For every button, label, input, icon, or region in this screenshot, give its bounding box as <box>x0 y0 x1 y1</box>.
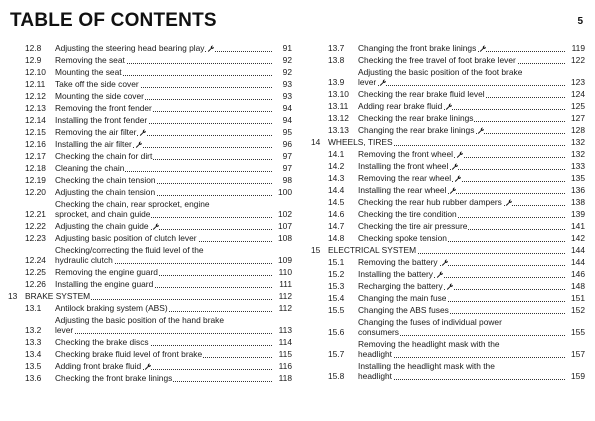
entry-number: 14.6 <box>328 209 345 219</box>
entry-page-number: 133 <box>571 161 585 171</box>
entry-label <box>55 279 272 289</box>
entry-number: 15.4 <box>328 293 345 303</box>
toc-entry[interactable] <box>8 279 292 291</box>
entry-label-text: Checking the free travel of foot brake lever <box>358 55 516 65</box>
toc-entry[interactable] <box>8 303 292 315</box>
toc-entry[interactable] <box>311 149 585 161</box>
entry-label-text: Installing the battery <box>358 269 433 279</box>
entry-label-text: Adding rear brake fluid <box>358 101 443 111</box>
entry-label-text: Installing the engine guard <box>55 279 154 289</box>
wrench-icon <box>454 175 461 182</box>
toc-entry[interactable] <box>311 185 585 197</box>
page-number: 5 <box>577 16 583 27</box>
entry-number: 13.13 <box>328 125 349 135</box>
entry-label-text: Removing the front wheel <box>358 149 453 159</box>
toc-entry[interactable] <box>311 113 585 125</box>
toc-entry[interactable] <box>311 233 585 245</box>
entry-label <box>55 163 272 173</box>
entry-label-text: Checking spoke tension <box>358 233 447 243</box>
entry-page-number: 102 <box>278 209 292 219</box>
entry-label-line1: Checking the chain, rear sprocket, engine <box>55 199 272 209</box>
entry-number: 12.23 <box>25 233 46 243</box>
entry-label <box>55 373 272 383</box>
entry-page-number: 100 <box>278 187 292 197</box>
entry-number: 12.15 <box>25 127 46 137</box>
entry-label-text: ELECTRICAL SYSTEM <box>328 245 417 255</box>
entry-page-number: 124 <box>571 89 585 99</box>
page-header <box>10 10 585 36</box>
entry-label <box>55 67 272 77</box>
entry-label-text: Cleaning the chain <box>55 163 125 173</box>
toc-entry[interactable] <box>311 305 585 317</box>
toc-right-column <box>311 43 585 383</box>
wrench-icon <box>479 45 486 52</box>
entry-label-text: Take off the side cover <box>55 79 139 89</box>
toc-entry[interactable] <box>311 281 585 293</box>
entry-label-text: Adjusting the chain tension <box>55 187 156 197</box>
entry-label <box>358 317 565 337</box>
toc-entry[interactable] <box>311 257 585 269</box>
page-title: TABLE OF CONTENTS <box>10 10 217 31</box>
entry-number: 12.8 <box>25 43 42 53</box>
entry-label <box>358 339 565 359</box>
entry-page-number: 113 <box>278 325 292 335</box>
wrench-icon <box>451 163 458 170</box>
entry-label-text: WHEELS, TIRES <box>328 137 393 147</box>
toc-entry[interactable] <box>8 43 292 55</box>
entry-label <box>55 245 272 265</box>
entry-page-number: 119 <box>571 43 585 53</box>
entry-label <box>358 89 565 99</box>
entry-label-text: Checking the rear hub rubber dampers <box>358 197 502 207</box>
entry-page-number: 96 <box>282 139 292 149</box>
entry-number: 12.16 <box>25 139 46 149</box>
wrench-icon <box>152 223 159 230</box>
entry-label-line2: headlight <box>358 371 392 381</box>
entry-number: 13.11 <box>328 101 349 111</box>
entry-label-text: Recharging the battery <box>358 281 443 291</box>
entry-label-line1: Removing the headlight mask with the <box>358 339 565 349</box>
entry-label <box>358 281 565 291</box>
entry-number: 14.5 <box>328 197 345 207</box>
toc-entry[interactable] <box>311 101 585 113</box>
toc-entry[interactable] <box>8 245 292 267</box>
entry-page-number: 109 <box>278 255 292 265</box>
entry-label-line2: lever <box>358 77 377 87</box>
entry-label <box>25 291 272 301</box>
entry-page-number: 125 <box>571 101 585 111</box>
entry-label-text: Adjusting basic position of clutch lever <box>55 233 197 243</box>
entry-label-text: Installing the front fender <box>55 115 148 125</box>
entry-number: 13.5 <box>25 361 42 371</box>
entry-number: 12.21 <box>25 209 46 219</box>
entry-label <box>55 315 272 335</box>
entry-label-text: Adding front brake fluid <box>55 361 142 371</box>
entry-page-number: 92 <box>282 55 292 65</box>
toc-entry[interactable] <box>311 125 585 137</box>
entry-label-text: Checking the rear brake fluid level <box>358 89 485 99</box>
toc-section-entry[interactable] <box>311 245 585 257</box>
toc-section-entry[interactable] <box>311 137 585 149</box>
entry-label <box>55 337 272 347</box>
entry-label-line2: headlight <box>358 349 392 359</box>
entry-number: 13.10 <box>328 89 349 99</box>
entry-number: 14.4 <box>328 185 345 195</box>
entry-number: 12.19 <box>25 175 46 185</box>
toc-entry[interactable] <box>8 127 292 139</box>
entry-label <box>358 161 565 171</box>
entry-label <box>55 79 272 89</box>
entry-number: 12.9 <box>25 55 42 65</box>
entry-number: 15.2 <box>328 269 345 279</box>
toc-entry[interactable] <box>8 361 292 373</box>
entry-number: 12.17 <box>25 151 46 161</box>
entry-page-number: 98 <box>282 175 292 185</box>
wrench-icon <box>505 199 512 206</box>
entry-label <box>55 349 272 359</box>
entry-label-text: Removing the rear wheel <box>358 173 452 183</box>
entry-page-number: 92 <box>282 67 292 77</box>
entry-label-text: Mounting the side cover <box>55 91 144 101</box>
toc-entry[interactable] <box>8 151 292 163</box>
entry-number: 12.12 <box>25 91 46 101</box>
entry-label <box>358 125 565 135</box>
toc-entry[interactable] <box>8 55 292 67</box>
entry-label <box>358 197 565 207</box>
toc-entry[interactable] <box>8 221 292 233</box>
entry-page-number: 118 <box>278 373 292 383</box>
wrench-icon <box>446 283 453 290</box>
entry-number: 14.7 <box>328 221 345 231</box>
entry-label-line1: Checking/correcting the fluid level of the <box>55 245 272 255</box>
toc-entry[interactable] <box>8 315 292 337</box>
entry-page-number: 132 <box>571 149 585 159</box>
entry-page-number: 110 <box>278 267 292 277</box>
entry-number: 12.18 <box>25 163 46 173</box>
entry-number: 15.5 <box>328 305 345 315</box>
entry-number: 13.2 <box>25 325 42 335</box>
entry-label <box>328 245 565 255</box>
entry-label-text: Adjusting the chain guide <box>55 221 149 231</box>
entry-label <box>358 101 565 111</box>
wrench-icon <box>139 129 146 136</box>
toc-entry[interactable] <box>8 373 292 385</box>
entry-label <box>55 127 272 137</box>
entry-label-text: Removing the engine guard <box>55 267 158 277</box>
entry-label <box>55 221 272 231</box>
entry-page-number: 97 <box>282 163 292 173</box>
entry-page-number: 144 <box>571 245 585 255</box>
toc-entry[interactable] <box>311 197 585 209</box>
entry-number: 14.3 <box>328 173 345 183</box>
entry-number: 13.7 <box>328 43 345 53</box>
toc-entry[interactable] <box>311 361 585 383</box>
entry-label <box>55 43 272 53</box>
entry-number: 15.6 <box>328 327 345 337</box>
entry-page-number: 127 <box>571 113 585 123</box>
entry-label-text: Checking the chain tension <box>55 175 156 185</box>
dot-leader <box>358 84 565 86</box>
entry-page-number: 136 <box>571 185 585 195</box>
entry-number: 14.1 <box>328 149 345 159</box>
entry-page-number: 94 <box>282 115 292 125</box>
toc-entry[interactable] <box>8 267 292 279</box>
wrench-icon <box>436 271 443 278</box>
wrench-icon <box>379 79 386 86</box>
wrench-icon <box>445 103 452 110</box>
entry-label-text: Installing the rear wheel <box>358 185 447 195</box>
entry-page-number: 108 <box>278 233 292 243</box>
entry-page-number: 91 <box>282 43 292 53</box>
entry-label-line1: Adjusting the basic position of the foot brake <box>358 67 565 77</box>
dot-leader <box>55 332 272 334</box>
entry-number: 14.8 <box>328 233 345 243</box>
entry-page-number: 93 <box>282 79 292 89</box>
entry-number: 15.1 <box>328 257 345 267</box>
entry-page-number: 107 <box>278 221 292 231</box>
entry-page-number: 135 <box>571 173 585 183</box>
entry-number: 12.25 <box>25 267 46 277</box>
entry-page-number: 112 <box>278 303 292 313</box>
wrench-icon <box>207 45 214 52</box>
entry-label-text: Removing the seat <box>55 55 125 65</box>
entry-label <box>55 175 272 185</box>
entry-page-number: 116 <box>278 361 292 371</box>
entry-number: 12.10 <box>25 67 46 77</box>
entry-label <box>55 199 272 219</box>
toc-entry[interactable] <box>311 173 585 185</box>
toc-entry[interactable] <box>8 79 292 91</box>
entry-page-number: 146 <box>571 269 585 279</box>
toc-entry[interactable] <box>311 89 585 101</box>
entry-label <box>358 55 565 65</box>
entry-label <box>358 67 565 87</box>
entry-page-number: 148 <box>571 281 585 291</box>
entry-label <box>358 305 565 315</box>
entry-label-line2: sprocket, and chain guide <box>55 209 151 219</box>
entry-label <box>55 103 272 113</box>
toc-entry[interactable] <box>311 221 585 233</box>
entry-label-line2: lever <box>55 325 74 335</box>
entry-label <box>358 149 565 159</box>
entry-page-number: 151 <box>571 293 585 303</box>
entry-number: 15.7 <box>328 349 345 359</box>
section-number: 15 <box>311 245 321 255</box>
entry-page-number: 122 <box>571 55 585 65</box>
entry-page-number: 132 <box>571 137 585 147</box>
toc-entry[interactable] <box>8 163 292 175</box>
entry-label <box>358 269 565 279</box>
toc-entry[interactable] <box>311 269 585 281</box>
entry-label <box>55 187 272 197</box>
toc-entry[interactable] <box>8 187 292 199</box>
entry-label <box>55 151 272 161</box>
entry-label-line2: hydraulic clutch <box>55 255 113 265</box>
toc-entry[interactable] <box>311 55 585 67</box>
entry-label-line1: Adjusting the basic position of the hand brake <box>55 315 272 325</box>
entry-label <box>358 221 565 231</box>
entry-number: 12.22 <box>25 221 46 231</box>
entry-label-text: BRAKE SYSTEM <box>25 291 91 301</box>
entry-page-number: 144 <box>571 257 585 267</box>
entry-page-number: 159 <box>571 371 585 381</box>
entry-number: 12.13 <box>25 103 46 113</box>
entry-number: 13.6 <box>25 373 42 383</box>
entry-number: 15.8 <box>328 371 345 381</box>
entry-page-number: 93 <box>282 91 292 101</box>
toc-entry[interactable] <box>8 199 292 221</box>
toc-entry[interactable] <box>8 115 292 127</box>
toc-entry[interactable] <box>311 293 585 305</box>
toc-entry[interactable] <box>8 337 292 349</box>
toc-entry[interactable] <box>8 67 292 79</box>
entry-label-text: Adjusting the steering head bearing play <box>55 43 205 53</box>
entry-label-text: Mounting the seat <box>55 67 122 77</box>
entry-number: 13.12 <box>328 113 349 123</box>
entry-page-number: 152 <box>571 305 585 315</box>
section-number: 14 <box>311 137 321 147</box>
entry-label-text: Installing the front wheel <box>358 161 449 171</box>
entry-label-text: Removing the front fender <box>55 103 152 113</box>
entry-label <box>55 55 272 65</box>
entry-label <box>55 115 272 125</box>
entry-label <box>358 209 565 219</box>
entry-label-line1: Installing the headlight mask with the <box>358 361 565 371</box>
toc-entry[interactable] <box>8 233 292 245</box>
toc-entry[interactable] <box>8 91 292 103</box>
entry-number: 12.14 <box>25 115 46 125</box>
section-number: 13 <box>8 291 18 301</box>
entry-label-text: Changing the ABS fuses <box>358 305 449 315</box>
entry-number: 14.2 <box>328 161 345 171</box>
entry-label <box>358 43 565 53</box>
entry-page-number: 112 <box>278 291 292 301</box>
wrench-icon <box>135 141 142 148</box>
entry-label-text: Checking the tire condition <box>358 209 457 219</box>
entry-page-number: 111 <box>279 279 292 289</box>
entry-page-number: 123 <box>571 77 585 87</box>
toc-left-column <box>8 43 292 385</box>
entry-label-text: Checking the front brake linings <box>55 373 173 383</box>
entry-label <box>55 267 272 277</box>
toc-entry[interactable] <box>8 103 292 115</box>
wrench-icon <box>144 363 151 370</box>
toc-entry[interactable] <box>311 161 585 173</box>
entry-label <box>55 361 272 371</box>
wrench-icon <box>456 151 463 158</box>
entry-number: 13.3 <box>25 337 42 347</box>
entry-number: 13.1 <box>25 303 42 313</box>
wrench-icon <box>449 187 456 194</box>
toc-entry[interactable] <box>311 317 585 339</box>
entry-page-number: 114 <box>278 337 292 347</box>
entry-page-number: 94 <box>282 103 292 113</box>
entry-page-number: 155 <box>571 327 585 337</box>
entry-label <box>55 233 272 243</box>
entry-label-text: Checking the chain for dirt <box>55 151 153 161</box>
wrench-icon <box>441 259 448 266</box>
toc-entry[interactable] <box>311 67 585 89</box>
entry-number: 12.24 <box>25 255 46 265</box>
entry-page-number: 97 <box>282 151 292 161</box>
entry-label <box>55 91 272 101</box>
entry-label <box>55 139 272 149</box>
toc-entry[interactable] <box>311 43 585 55</box>
entry-label <box>55 303 272 313</box>
entry-label-text: Removing the air filter <box>55 127 137 137</box>
entry-label-text: Antilock braking system (ABS) <box>55 303 168 313</box>
entry-label-text: Changing the rear brake linings <box>358 125 475 135</box>
entry-number: 13.9 <box>328 77 345 87</box>
entry-label <box>358 257 565 267</box>
toc-entry[interactable] <box>8 139 292 151</box>
entry-label-text: Changing the main fuse <box>358 293 447 303</box>
entry-page-number: 141 <box>571 221 585 231</box>
entry-number: 12.11 <box>25 79 46 89</box>
entry-page-number: 138 <box>571 197 585 207</box>
entry-number: 12.20 <box>25 187 46 197</box>
entry-label <box>358 293 565 303</box>
entry-label-text: Changing the front brake linings <box>358 43 477 53</box>
entry-page-number: 95 <box>282 127 292 137</box>
entry-number: 12.26 <box>25 279 46 289</box>
entry-page-number: 128 <box>571 125 585 135</box>
toc-section-entry[interactable] <box>8 291 292 303</box>
entry-label <box>358 173 565 183</box>
entry-label <box>358 361 565 381</box>
toc-entry[interactable] <box>8 349 292 361</box>
entry-label <box>328 137 565 147</box>
entry-number: 13.8 <box>328 55 345 65</box>
entry-page-number: 139 <box>571 209 585 219</box>
entry-page-number: 157 <box>571 349 585 359</box>
entry-number: 15.3 <box>328 281 345 291</box>
entry-label-line2: consumers <box>358 327 399 337</box>
entry-label-text: Checking brake fluid level of front brake <box>55 349 203 359</box>
entry-number: 13.4 <box>25 349 42 359</box>
entry-page-number: 142 <box>571 233 585 243</box>
entry-label <box>358 185 565 195</box>
entry-label-line1: Changing the fuses of individual power <box>358 317 565 327</box>
entry-label-text: Installing the air filter <box>55 139 132 149</box>
entry-label-text: Checking the tire air pressure <box>358 221 468 231</box>
toc-entry[interactable] <box>8 175 292 187</box>
toc-entry[interactable] <box>311 339 585 361</box>
toc-entry[interactable] <box>311 209 585 221</box>
entry-label-text: Removing the battery <box>358 257 438 267</box>
wrench-icon <box>477 127 484 134</box>
entry-label <box>358 113 565 123</box>
entry-page-number: 115 <box>278 349 292 359</box>
entry-label <box>358 233 565 243</box>
entry-label-text: Checking the brake discs <box>55 337 149 347</box>
entry-label-text: Checking the rear brake linings <box>358 113 474 123</box>
